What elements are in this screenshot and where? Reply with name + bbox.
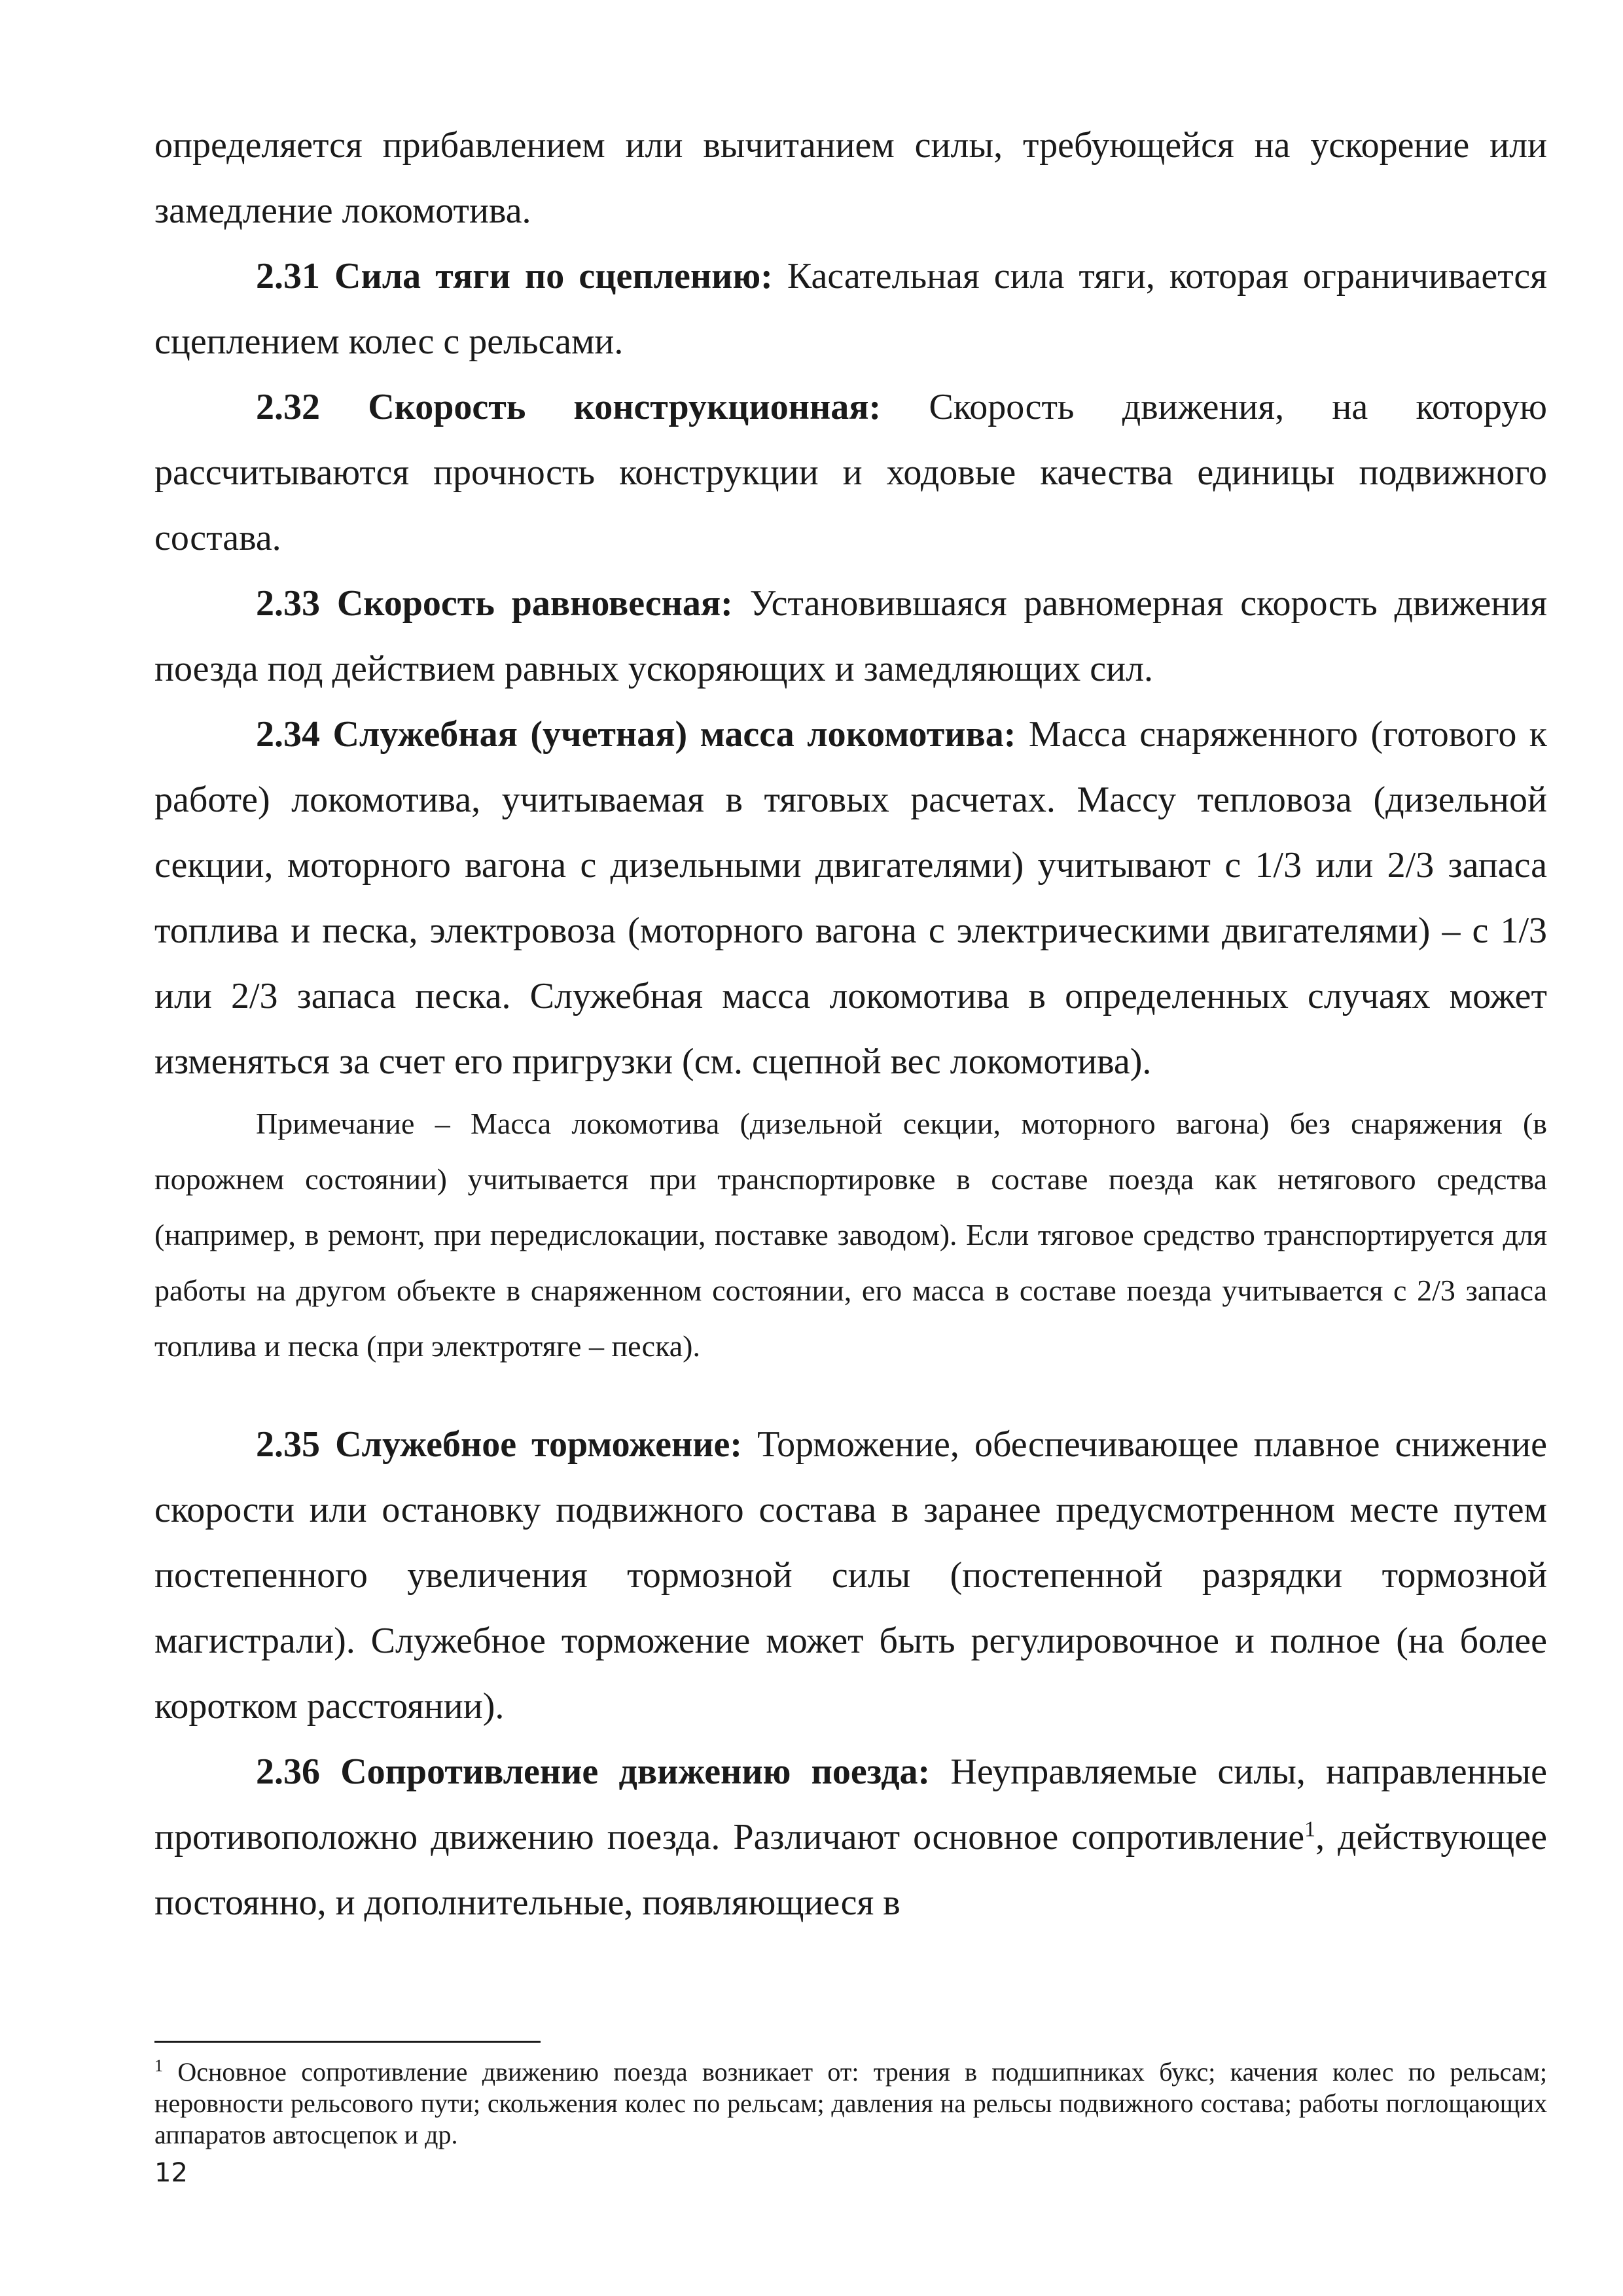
page-number: 12: [154, 2158, 188, 2188]
term-2-33: [154, 571, 1547, 702]
term-title: 2.33 Скорость равновесная:: [256, 583, 733, 624]
term-definition: Торможение, обеспечивающее плавное снижение скорости или остановку подвижного состава в заранее предусмотренном месте путем постепенного увеличения тормозной силы (постепенной разрядки тормозной магистрали). Служебное торможение может быть регулировочное и полное (на более коротком расстоянии).: [154, 1424, 1547, 1727]
spacer: [154, 1374, 1547, 1412]
term-definition: Неуправляемые силы, направленные противоположно движению поезда. Различают основное сопротивление: [154, 1751, 1547, 1857]
main-text: [154, 113, 1547, 1935]
term-title: 2.31 Сила тяги по сцеплению:: [256, 256, 773, 296]
term-definition: Скорость движения, на которую рассчитываются прочность конструкции и ходовые качества единицы подвижного состава.: [154, 387, 1547, 558]
term-2-34: [154, 702, 1547, 1094]
term-title: 2.35 Служебное торможение:: [256, 1424, 743, 1465]
footnote-mark: 1: [154, 2056, 163, 2075]
term-title: 2.32 Скорость конструкционная:: [256, 387, 882, 427]
paragraph-text: определяется прибавлением или вычитанием силы, требующейся на ускорение или замедление локомотива.: [154, 125, 1547, 231]
note-paragraph: [154, 1096, 1547, 1374]
term-title: 2.34 Служебная (учетная) масса локомотива:: [256, 714, 1016, 755]
term-definition: Установившаяся равномерная скорость движения поезда под действием равных ускоряющих и замедляющих сил.: [154, 583, 1547, 689]
footnote: [154, 2056, 1547, 2151]
term-definition-continued: , действующее постоянно, и дополнительные, появляющиеся в: [154, 1817, 1548, 1923]
term-2-32: [154, 374, 1547, 571]
term-definition: Масса снаряженного (готового к работе) локомотива, учитываемая в тяговых расчетах. Массу тепловоза (дизельной секции, моторного вагона с дизельными двигателями) учитывают с 1/3 или 2/3 запаса топлива и песка, электровоза (моторного вагона с электрическими двигателями) – с 1/3 или 2/3 запаса песка. Служебная масса локомотива в определенных случаях может изменяться за счет его пригрузки (см. сцепной вес локомотива).: [154, 714, 1548, 1082]
footnote-separator: [154, 2041, 541, 2043]
term-2-36: [154, 1739, 1547, 1935]
note-text: Примечание – Масса локомотива (дизельной секции, моторного вагона) без снаряжения (в порожнем состоянии) учитывается при транспортировке в составе поезда как нетягового средства (например, в ремонт, при передислокации, поставке заводом). Если тяговое средство транспортируется для работы на другом объекте в снаряженном состоянии, его масса в составе поезда учитывается с 2/3 запаса топлива и песка (при электротяге – песка).: [154, 1107, 1547, 1363]
term-definition: Касательная сила тяги, которая ограничивается сцеплением колес с рельсами.: [154, 256, 1548, 362]
term-2-35: [154, 1412, 1547, 1739]
footnote-reference: 1: [1304, 1817, 1316, 1842]
footnote-text: Основное сопротивление движению поезда возникает от: трения в подшипниках букс; качения колес по рельсам; неровности рельсового пути; скольжения колес по рельсам; давления на рельсы подвижного состава; работы поглощающих аппаратов автосцепок и др.: [154, 2057, 1547, 2149]
term-title: 2.36 Сопротивление движению поезда:: [256, 1751, 931, 1792]
paragraph-continuation: [154, 113, 1547, 243]
term-2-31: [154, 243, 1547, 374]
